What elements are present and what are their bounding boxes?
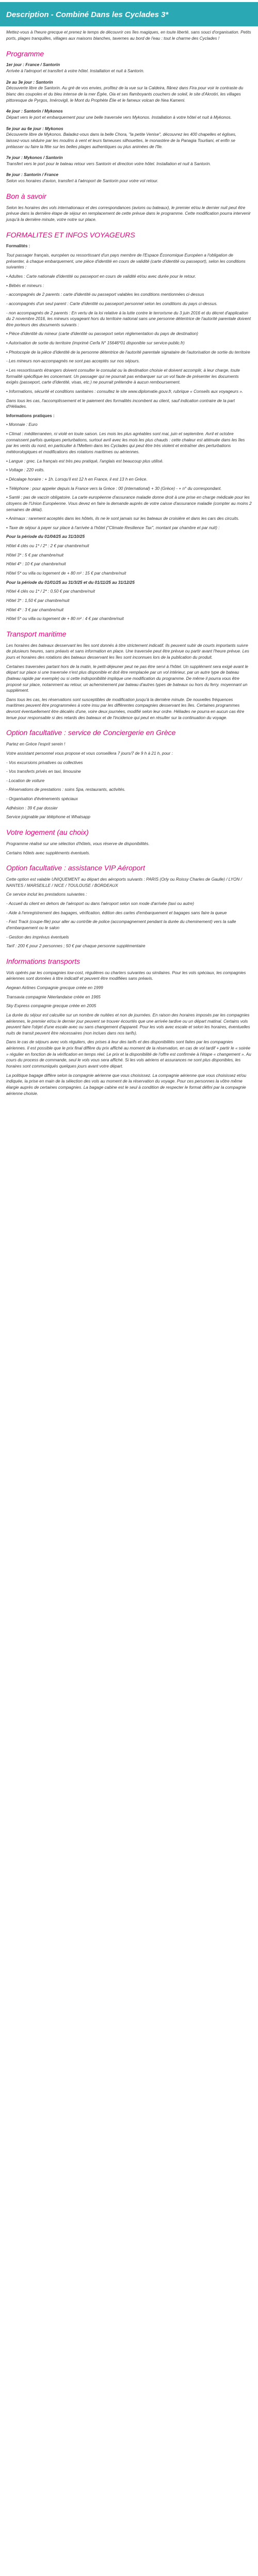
conciergerie-title: Option facultative : service de Conciergerie en Grèce (6, 728, 176, 737)
vip-paragraph: Tarif : 200 € pour 2 personnes ; 50 € par chaque personne supplémentaire (6, 944, 146, 949)
transport-paras (6, 643, 252, 721)
infos-transports-paragraph: La politique bagage diffère selon la compagnie aérienne que vous choisissez. La compagnie aérienne que vous choisissez et/ou indiquée, la prise en main de la sélection des vols au moment de la réservation du voyage. Pour ces personnes la vôtre même élargie auprès de certaines compagnies. La bagage cabine est le seul à condition de respecter le format défini par la compagnie aérienne choisie. (6, 1073, 247, 1096)
infos-transports-title: Informations transports (6, 957, 80, 965)
bon-savoir-text: Selon les horaires des vols internationaux et des correspondances (avions ou bateaux), le premier et/ou le dernier nuit peut être prévue dans la dernière étape de séjour en remplacement de cette prévue dans le programme. Cette modification pourra intervenir jusqu'à la dernière minute, votre notre sur place. (6, 205, 251, 222)
vip-paragraph: Ce service inclut les prestations suivantes : (6, 892, 87, 897)
vip-paragraph: - Accueil du client en dehors de l'aéroport ou dans l'aéroport selon son mode d'arrivée (taxi ou autre) (6, 901, 194, 906)
programme-days (6, 62, 252, 184)
formalites-paragraph: • Les ressortissants étrangers doivent consulter le consulat ou la destination choisie et doivent accomplir, à leur charge, toute formalité spécifique les concernant. Un passager qui ne pourrait pas embarquer sur un vol faute de présenter les documents exigés (passeport, carte d'identité, visas, etc.) ne pourrait prétendre à aucun remboursement. (6, 368, 240, 385)
conciergerie-paras (6, 741, 252, 820)
programme-day-title: 1er jour : France / Santorin (6, 62, 60, 68)
infos-pratiques-paragraph: Hôtel 4 clés ou 1* / 2* : 2 € par chambre/nuit (6, 544, 89, 549)
infos-transports-paragraph: Dans le cas de séjours avec vols réguliers, des prises à leur des tarifs et des disponibilités sont faites par les compagnies aériennes. Il est possible que le prix final diffère du prix affiché au moment de la réservation, en cas de vol tardif + partir le « soirée » régulier en fonction de la vérification en temps réel. Le prix et la disponibilité de l'offre est confirmée à l'étape « changement ». Au cours du process de commande, seul le vols vous sera affiché. Si les vols aériens et assurances ne sont plus disponibles, les horaires sont communiqués quelques jours avant votre départ. (6, 1040, 251, 1069)
formalites-paragraph: - non accompagnés de 2 parents : En vertu de la loi relative à la lutte contre le terrorisme du 3 juin 2016 et du décret d'application du 2 novembre 2016, les mineurs voyageant hors du territoire national sans une personne détentrice de l'autorité parentale doivent être porteurs des documents suivants : (6, 310, 251, 327)
infos-pratiques-paragraph: • Décalage horaire : + 1h. Lorsqu'il est 12 h en France, il est 13 h en Grèce. (6, 476, 148, 482)
conciergerie-paragraph: - Vos excursions privatives ou collectives (6, 760, 83, 765)
infos-pratiques-paragraph: Hôtel 3* : 1,50 € par chambre/nuit (6, 598, 70, 603)
conciergerie-paragraph: Votre assistant personnel vous propose et vous conseillera 7 jours/7 de 9 h à 21 h, pour : (6, 751, 173, 756)
formalites-paragraph: • Autorisation de sortie du territoire (imprimé Cerfa N° 15646*01 disponible sur service-public.fr) (6, 341, 185, 346)
conciergerie-paragraph: - Location de voiture (6, 778, 45, 783)
infos-pratiques-paragraph: • Téléphone : pour appeler depuis la France vers la Grèce : 00 (international) + 30 (Grèce) - + n° du correspondant. (6, 486, 222, 491)
programme-day-text: Découverte libre de Mykonos. Baladez-vous dans la belle Chora, "la petite Venise", découvrez les 400 chapelles et églises, laissez-vous séduire par les moulins à vent et leurs fameuses silhouettes, le monastère de la Panagia Tourliani, et enfin se prélasser ou faire la fête sur les belles plages authentiques ou plus animées de l'île. (6, 132, 237, 149)
banner-title: Description - Combiné Dans les Cyclades 3* (6, 10, 169, 19)
formalites-subtitle: Formalités : (6, 244, 30, 249)
logement-paragraph: Programme réalisé sur une sélection d'hôtels, vous réserve de disponibilités. (6, 841, 150, 846)
programme-day (6, 108, 252, 120)
programme-day-title: 8e jour : Santorin / France (6, 172, 59, 178)
infos-transports-paragraph: Aegean Airlines Compagnie grecque créée en 1999 (6, 985, 103, 990)
programme-day-title: 7e jour : Mykonos / Santorin (6, 155, 63, 161)
infos-pratiques-paragraph: Hôtel 4* : 3 € par chambre/nuit (6, 607, 64, 612)
transport-title: Transport maritime (6, 629, 67, 638)
infos-pratiques-paragraph: • Animaux : rarement acceptés dans les hôtels, ils ne le sont jamais sur les bateaux de croisière et dans les cars des circuits. (6, 516, 239, 521)
infos-transports-paragraph: La durée du séjour est calculée sur un nombre de nuitées et non de journées. En raison des horaires imposés par les compagnies aériennes, le premier et/ou le dernier jour peuvent se trouver écourtés que une arrivée tardive ou un départ matinal. Certains vols peuvent faire l'objet d'une escale avec ou sans changement d'appareil. Pour les vols avec escale et selon les horaires, éventuelles nuits de transit peuvent être nécessaires (non inclues dans nos tarifs). (6, 1012, 250, 1036)
infos-transports-paras (6, 970, 252, 1097)
vip-paragraph: Cette option est valable UNIQUEMENT au départ des aéroports suivants : PARIS (Orly ou Roissy Charles de Gaulle) / LYON / NANTES / MARSEILLE / NICE / TOULOUSE / BORDEAUX (6, 877, 242, 888)
infos-pratiques-paragraph: Hôtel 5* ou villa ou logement de + 80 m² : 15 € par chambre/nuit (6, 571, 126, 576)
formalites-paragraph: • Adultes : Carte nationale d'identité ou passeport en cours de validité et/ou avec durée pour le retour. (6, 274, 196, 279)
vip-paragraph: - Aide à l'enregistrement des bagages, vérification, édition des cartes d'embarquement et bagages sans faire la queue (6, 910, 227, 915)
formalites-paragraph: • Informations, sécurité et conditions sanitaires : consultez le site www.diplomatie.gouv.fr, rubrique « Conseils aux voyageurs ». (6, 389, 244, 394)
formalites-paragraph: • Pièce d'identité du mineur (carte d'identité ou passeport selon réglementation du pays de destination) (6, 331, 198, 337)
programme-day-title: 4e jour : Santorin / Mykonos (6, 109, 63, 114)
programme-day-text: Découverte libre de Santorin. Au gré de vos envies, profitez de la vue sur la Caldeira, flânez dans Fira pour voir le contraste du blanc des coupoles et du bleu intense de la mer Égée, Oia et ses flamboyants couchers de soleil, le site d'Akrotiri, les villages pittoresque de Pyrgos, Imérovigli, le Mont du Prophète Élie et le fameux volcan de Nea Kameni. (6, 86, 244, 103)
conciergerie-paragraph: - Vos transferts privés en taxi, limousine (6, 769, 81, 774)
programme-day (6, 172, 252, 184)
vip-paragraph: - Fast Track (coupe-file) pour aller au contrôle de police (accompagnement pendant la durée du cheminement) vers la salle d'embarquement ou le salon (6, 919, 236, 930)
conciergerie-paragraph: Adhésion : 39 € par dossier (6, 805, 58, 810)
transport-paragraph: Certaines traversées partant hors de la matin, le petit-déjeuner peut ne pas être servi à l'hôtel. Un supplément sera exigé avant le départ sur place si une traversée n'est plus disponible et doit être remplacée par un vol intérieur, par un autre type de bateau (bateau rapide par exemple) ou si cette indisponibilité implique une modification du programme. De même il pourra vous être proposé sur place, notamment au retour, un acheminement par bateau d'autres types de bateaux ou hors du ferry. moyennant un supplément. (6, 664, 248, 693)
formalites-paragraph: • Bébés et mineurs : (6, 283, 44, 288)
infos-pratiques-paragraph: • Taxe de séjour à payer sur place à l'arrivée à l'hôtel ("Climate Resilience Tax", montant par chambre et par nuit) : (6, 525, 220, 530)
infos-pratiques-paragraph: • Voltage : 220 volts. (6, 468, 45, 473)
main-content (0, 29, 258, 1096)
programme-day-text: Transfert vers le port pour le bateau retour vers Santorin et direction votre hôtel. Installation et nuit à Santorin. (6, 161, 211, 166)
infos-pratiques-paras (6, 422, 252, 622)
infos-pratiques-paragraph: Hôtel 4* : 10 € par chambre/nuit (6, 562, 66, 567)
programme-day-text: Selon vos horaires d'avion, transfert à l'aéroport de Santorin pour votre vol retour. (6, 179, 159, 184)
formalites-paragraph: Tout passager français, européen ou ressortissant d'un pays membre de l'Espace Économique Européen a l'obligation de présenter, à chaque embarquement, une pièce d'identité en cours de validité (carte d'identité ou passeport), selon les conditions suivantes : (6, 253, 246, 270)
intro-text: Mettez-vous à l'heure grecque et prenez le temps de découvrir ces îles magiques, en toute liberté, sans souci d'organisation. Petits ports, plages tranquilles, villages aux maisons blanches, tavernes au bord de l'eau : tout le charme des Cyclades ! (6, 30, 251, 41)
formalites-paragraph: • Photocopie de la pièce d'identité de la personne détentrice de l'autorité parentale signataire de l'autorisation de sortie du territoire (6, 349, 250, 355)
formalites-title: FORMALITES ET INFOS VOYAGEURS (6, 230, 135, 239)
conciergerie-paragraph: - Réservations de prestations : soins Spa, restaurants, activités. (6, 787, 126, 792)
infos-pratiques-paragraph: • Climat : méditerranéen, ni violé en toute saison. Les mois les plus agréables sont mai, juin et septembre. Avril et octobre connaissent parfois quelques perturbations, surtout avril avec les mois les plus chauds : cette chaleur est atténuée dans les îles par les vents du nord, en particulier à l'Meltem dans les Cyclades qui peut être très violent et entraîner des perturbations météorologiques et modifications des rotations maritimes ou aériennes. (6, 432, 245, 455)
programme-title: Programme (6, 49, 44, 58)
programme-day (6, 62, 252, 74)
vip-title: Option facultative : assistance VIP Aéroport (6, 864, 145, 872)
infos-pratiques-paragraph: • Santé : pas de vaccin obligatoire. La carte européenne d'assurance maladie donne droit à une prise en charge médicale pour les citoyens de l'Union Européenne. Vous devez en faire la demande auprès de votre caisse d'assurance maladie (compter au moins 2 semaines de délai). (6, 495, 252, 512)
formalites-paras (6, 252, 252, 410)
conciergerie-paragraph: Partez en Grèce l'esprit serein ! (6, 742, 66, 747)
infos-pratiques-paragraph: Hôtel 5* ou villa ou logement de + 80 m² : 4 € par chambre/nuit (6, 616, 124, 622)
formalites-paragraph: - accompagnés d'un seul parent : Carte d'identité ou passeport personnel selon les conditions du pays ci-dessus. (6, 301, 218, 306)
description-banner (0, 2, 258, 26)
infos-pratiques-paragraph: Hôtel 3* : 5 € par chambre/nuit (6, 552, 64, 558)
transport-paragraph: Dans tous les cas, les réservations sont susceptibles de modification jusqu'à la dernière minute. De nouvelles fréquences maritimes peuvent être programmées à votre insu par les différentes compagnies desservant les îles. Certaines programmes devront éventuellement être décalés d'une, voire deux journées, modifié selon leur ordre. Héliades ne pourra en aucun cas être tenue pour responsable si des retards des bateaux et de l'incidence qui peut en résulter sur la continuation du voyage. (6, 697, 245, 720)
infos-pratiques-paragraph: Hôtel 4 clés ou 1* / 2* : 0,50 € par chambre/nuit (6, 589, 95, 594)
infos-pratiques-paragraph: • Monnaie : Euro (6, 422, 38, 427)
infos-transports-paragraph: Sky Express compagnie grecque créée en 2005 (6, 1004, 96, 1009)
programme-day-title: 2e au 3e jour : Santorin (6, 79, 53, 85)
programme-day (6, 126, 252, 150)
programme-day-text: Arrivée à l'aéroport et transfert à votre hôtel. Installation et nuit à Santorin. (6, 69, 144, 74)
infos-transports-paragraph: Transavia compagnie Néerlandaise créée en 1965 (6, 994, 101, 999)
logement-title: Votre logement (au choix) (6, 828, 89, 837)
infos-pratiques-paragraph: • Langue : grec. La français est très peu pratiqué, l'anglais est beaucoup plus utilisé. (6, 458, 164, 464)
conciergerie-paragraph: Service joignable par téléphone et Whatsapp (6, 815, 90, 820)
conciergerie-paragraph: - Organisation d'évènements spéciaux (6, 797, 78, 802)
programme-day (6, 155, 252, 167)
logement-paras (6, 841, 252, 856)
formalites-paragraph: Dans tous les cas, l'accomplissement et le paiement des formalités incombent au client, sauf indication contraire de la part d'Héliades. (6, 398, 235, 409)
logement-paragraph: Certains hôtels avec suppléments éventuels. (6, 850, 90, 855)
formalites-paragraph: - Les mineurs non-accompagnés ne sont pas acceptés sur nos séjours. (6, 359, 140, 364)
bon-savoir-title: Bon à savoir (6, 192, 46, 200)
infos-pratiques-paragraph: Pour la période du 01/04/25 au 31/10/25 (6, 534, 85, 539)
transport-paragraph: Les horaires des bateaux desservant les îles sont donnés à titre strictement indicatif. Ils peuvent subir de courts importants suivre de plusieurs heures, sans préavis et sans information en place. Une traversée peut être prévue ou partir avant l'heure prévue. Les jours et horaires des rotations des bateaux desservant les îles sont inconnues lors de la publication du produit. (6, 643, 249, 660)
programme-day (6, 79, 252, 104)
programme-day-title: 5e jour au 6e jour : Mykonos (6, 126, 63, 131)
vip-paras (6, 877, 252, 949)
infos-pratiques-paragraph: Pour la période du 01/01/25 au 31/3/25 et du 01/11/25 au 31/12/25 (6, 580, 135, 585)
infos-pratiques-subtitle: Informations pratiques : (6, 413, 55, 418)
infos-transports-paragraph: Vols opérés par les compagnies low-cost, régulières ou charters suivantes ou similaires. Pour les vols spéciaux, les compagnies aériennes sont données à titre indicatif et peuvent être modifiées sans préavis. (6, 970, 246, 981)
vip-paragraph: - Gestion des imprévus éventuels (6, 934, 69, 940)
formalites-paragraph: - accompagnés de 2 parents : carte d'identité ou passeport valables les conditions mentionnées ci-dessus (6, 292, 204, 297)
programme-day-text: Départ vers le port et embarquement pour une belle traversée vers Mykonos. Installation à votre hôtel et nuit à Mykonos. (6, 115, 232, 120)
